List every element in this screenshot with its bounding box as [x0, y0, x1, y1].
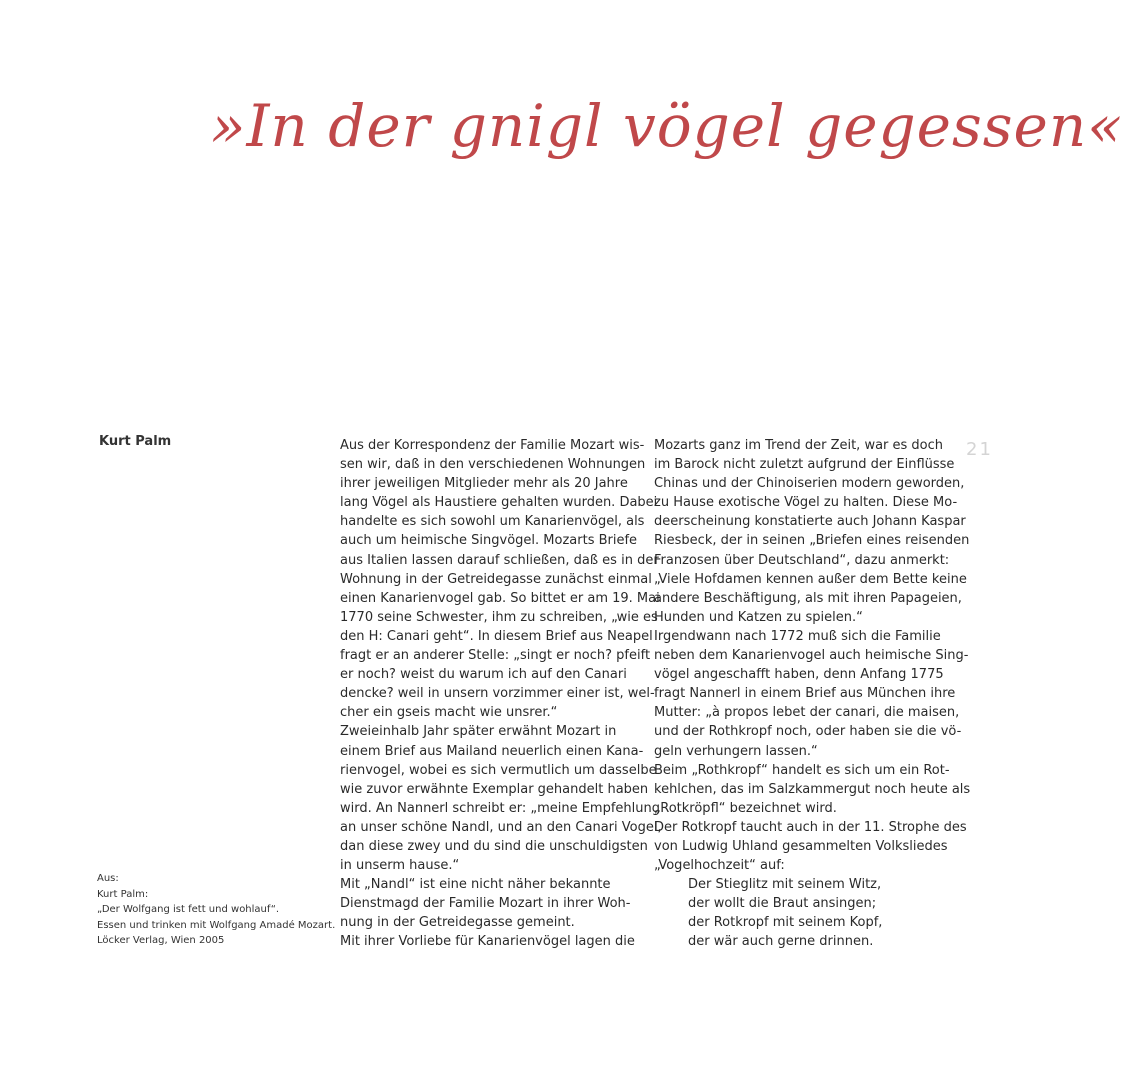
page-number: 21 [966, 439, 993, 460]
text-column-2 [654, 436, 971, 952]
text-line: kehlchen, das im Salzkammergut noch heute als [654, 781, 971, 797]
text-line: Mit ihrer Vorliebe für Kanarienvögel lagen die [340, 934, 635, 950]
verse-line: der wollt die Braut ansingen; [688, 896, 877, 912]
verse-line: der Rotkropf mit seinem Kopf, [688, 915, 883, 931]
text-line: andere Beschäftigung, als mit ihren Papageien, [654, 590, 962, 606]
text-column-1 [340, 436, 662, 952]
text-line: den H: Canari geht“. In diesem Brief aus Neapel [340, 628, 653, 644]
text-line: nung in der Getreidegasse gemeint. [340, 915, 575, 931]
text-line: Irgendwann nach 1772 muß sich die Familie [654, 628, 941, 644]
text-line: rienvogel, wobei es sich vermutlich um dasselbe [340, 762, 657, 778]
text-line: wie zuvor erwähnte Exemplar gehandelt haben [340, 781, 649, 797]
source-line: Löcker Verlag, Wien 2005 [97, 935, 225, 946]
text-line: fragt Nannerl in einem Brief aus München ihre [654, 686, 956, 702]
text-line: neben dem Kanarienvogel auch heimische Sing- [654, 648, 969, 664]
source-line: Kurt Palm: [97, 888, 149, 900]
text-line: er noch? weist du warum ich auf den Canari [340, 667, 627, 683]
source-note [97, 871, 335, 949]
text-line: ihrer jeweiligen Mitglieder mehr als 20 Jahre [340, 476, 628, 492]
text-line: „Vogelhochzeit“ auf: [654, 858, 785, 874]
text-line: Mit „Nandl“ ist eine nicht näher bekannte [340, 877, 611, 893]
text-line: lang Vögel als Haustiere gehalten wurden. Dabei [340, 495, 658, 511]
text-line: „Rotkröpfl“ bezeichnet wird. [654, 800, 837, 816]
text-line: sen wir, daß in den verschiedenen Wohnungen [340, 457, 646, 473]
text-line: einen Kanarienvogel gab. So bittet er am 19. Mai [340, 590, 660, 606]
text-line: Riesbeck, der in seinen „Briefen eines reisenden [654, 533, 970, 549]
text-line: Aus der Korrespondenz der Familie Mozart wis- [340, 438, 645, 453]
page-title: »In der gnigl vögel gegessen« [210, 92, 1124, 160]
text-line: fragt er an anderer Stelle: „singt er noch? pfeift [340, 648, 651, 664]
text-line: geln verhungern lassen.“ [654, 743, 818, 759]
text-line: Mutter: „à propos lebet der canari, die maisen, [654, 705, 960, 721]
text-line: aus Italien lassen darauf schließen, daß es in der [340, 552, 659, 568]
text-line: Hunden und Katzen zu spielen.“ [654, 609, 863, 625]
source-line: „Der Wolfgang ist fett und wohlauf“. [97, 904, 280, 915]
source-line: Aus: [97, 873, 119, 884]
source-line: Essen und trinken mit Wolfgang Amadé Mozart. [97, 919, 336, 931]
text-line: Der Rotkropf taucht auch in der 11. Strophe des [654, 819, 967, 835]
text-line: 1770 seine Schwester, ihm zu schreiben, „wie es [340, 609, 658, 625]
text-line: und der Rothkropf noch, oder haben sie die vö- [654, 724, 962, 740]
text-line: auch um heimische Singvögel. Mozarts Briefe [340, 533, 638, 549]
text-line: deerscheinung konstatierte auch Johann Kaspar [654, 514, 966, 530]
text-line: dan diese zwey und du sind die unschuldigsten [340, 838, 648, 854]
text-line: handelte es sich sowohl um Kanarienvögel, als [340, 514, 645, 530]
text-line: einem Brief aus Mailand neuerlich einen Kana- [340, 743, 644, 759]
verse-line: Der Stieglitz mit seinem Witz, [688, 877, 882, 893]
text-line: an unser schöne Nandl, und an den Canari Vogel, [340, 819, 662, 835]
text-line: in unserm hause.“ [340, 858, 460, 874]
text-line: wird. An Nannerl schreibt er: „meine Empfehlung [340, 800, 660, 816]
author-name: Kurt Palm [99, 434, 172, 449]
text-line: Franzosen über Deutschland“, dazu anmerkt: [654, 552, 950, 568]
text-line: Beim „Rothkropf“ handelt es sich um ein Rot- [654, 762, 950, 778]
text-line: vögel angeschafft haben, denn Anfang 1775 [654, 667, 944, 683]
verse-line: der wär auch gerne drinnen. [688, 934, 874, 950]
text-line: von Ludwig Uhland gesammelten Volksliedes [654, 838, 948, 854]
text-line: Zweieinhalb Jahr später erwähnt Mozart in [340, 724, 617, 740]
text-line: dencke? weil in unsern vorzimmer einer ist, wel- [340, 686, 655, 702]
text-line: Chinas und der Chinoiserien modern geworden, [654, 476, 965, 492]
text-line: Mozarts ganz im Trend der Zeit, war es doch [654, 438, 944, 453]
text-line: zu Hause exotische Vögel zu halten. Diese Mo- [654, 495, 958, 511]
text-line: im Barock nicht zuletzt aufgrund der Einflüsse [654, 457, 955, 473]
text-line: „Viele Hofdamen kennen außer dem Bette keine [654, 571, 967, 587]
verse [654, 875, 952, 951]
text-line: Wohnung in der Getreidegasse zunächst einmal [340, 571, 652, 587]
text-line: Dienstmagd der Familie Mozart in ihrer Woh- [340, 896, 631, 912]
text-line: cher ein gseis macht wie unsrer.“ [340, 705, 558, 721]
